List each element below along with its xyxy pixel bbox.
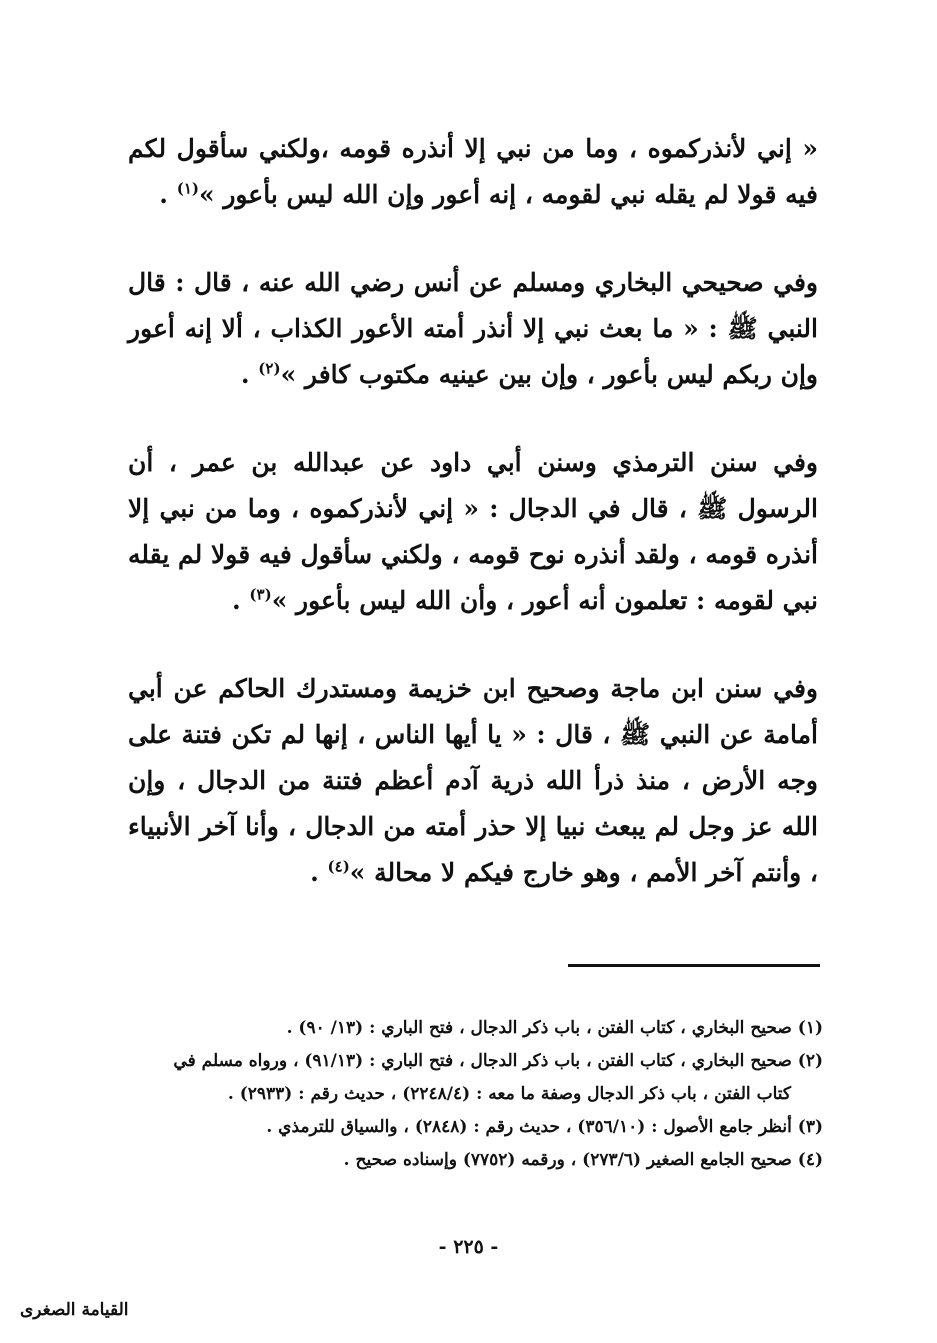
main-text [128,126,818,896]
footnote-separator [568,964,820,967]
footnote-text: (٤) صحيح الجامع الصغير (٢٧٣/٦) ، ورقمه (٧٧٥٢) وإسناده صحيح . [343,1150,823,1170]
paragraph-3 [128,440,818,624]
footnote-text: (١) صحيح البخاري ، كتاب الفتن ، باب ذكر الدجال ، فتح الباري : (١٣/ ٩٠) . [286,1018,823,1038]
footnote-1 [135,1012,823,1045]
paragraph-1 [128,126,818,218]
paragraph-text: وفي صحيحي البخاري ومسلم عن أنس رضي الله عنه ، قال : قال النبي ﷺ : « ما بعث نبي إلا أنذر أمته الأعور الكذاب ، ألا إنه أعور وإن ربكم ليس بأعور ، وإن بين عينيه مكتوب كافر » [128,268,818,389]
footnote-2 [135,1045,823,1111]
paragraph-4 [128,666,818,896]
footnote-continuation: كتاب الفتن ، باب ذكر الدجال وصفة ما معه : (٢٢٤٨/٤) ، حديث رقم : (٢٩٣٣) . [227,1084,791,1104]
running-title: القيامة الصغرى [20,1300,129,1320]
footnote-text: (٢) صحيح البخاري ، كتاب الفتن ، باب ذكر الدجال ، فتح الباري : (٩١/١٣) ، ورواه مسلم في [173,1051,823,1071]
paragraph-end: . [232,586,250,615]
footnote-reference[interactable]: (١) [176,179,199,198]
footnotes-list [135,1012,823,1177]
paragraph-2 [128,260,818,398]
footnote-4 [135,1144,823,1177]
footnote-3 [135,1111,823,1144]
paragraph-text: « إني لأنذركموه ، وما من نبي إلا أنذره قومه ،ولكني سأقول لكم فيه قولا لم يقله نبي لقومه ، إنه أعور وإن الله ليس بأعور » [128,134,818,209]
footnote-reference[interactable]: (٤) [327,857,350,876]
footnote-text: (٣) أنظر جامع الأصول : (٣٥٦/١٠) ، حديث رقم : (٢٨٤٨) ، والسياق للترمذي . [266,1117,823,1137]
footnote-reference[interactable]: (٣) [249,585,272,604]
paragraph-end: . [240,360,259,389]
paragraph-text: وفي سنن ابن ماجة وصحيح ابن خزيمة ومستدرك الحاكم عن أبي أمامة عن النبي ﷺ ، قال : « يا أيها الناس ، إنها لم تكن فتنة على وجه الأرض ، منذ ذرأ الله ذرية آدم أعظم فتنة من الدجال ، وإن الله عز وجل لم يبعث نبيا إلا حذر أمته من الدجال ، وأنا آخر الأنبياء ، وأنتم آخر الأمم ، وهو خارج فيكم لا محالة » [128,674,818,887]
footnote-reference[interactable]: (٢) [258,359,281,378]
page-number: - ٢٢٥ - [438,1236,499,1258]
paragraph-end: . [310,858,328,887]
paragraph-end: . [159,180,177,209]
paragraph-text: وفي سنن الترمذي وسنن أبي داود عن عبدالله بن عمر ، أن الرسول ﷺ ، قال في الدجال : « إني لأنذركموه ، وما من نبي إلا أنذره قومه ، ولقد أنذره نوح قومه ، ولكني سأقول فيه قولا لم يقله نبي لقومه : تعلمون أنه أعور ، وأن الله ليس بأعور » [128,448,818,615]
